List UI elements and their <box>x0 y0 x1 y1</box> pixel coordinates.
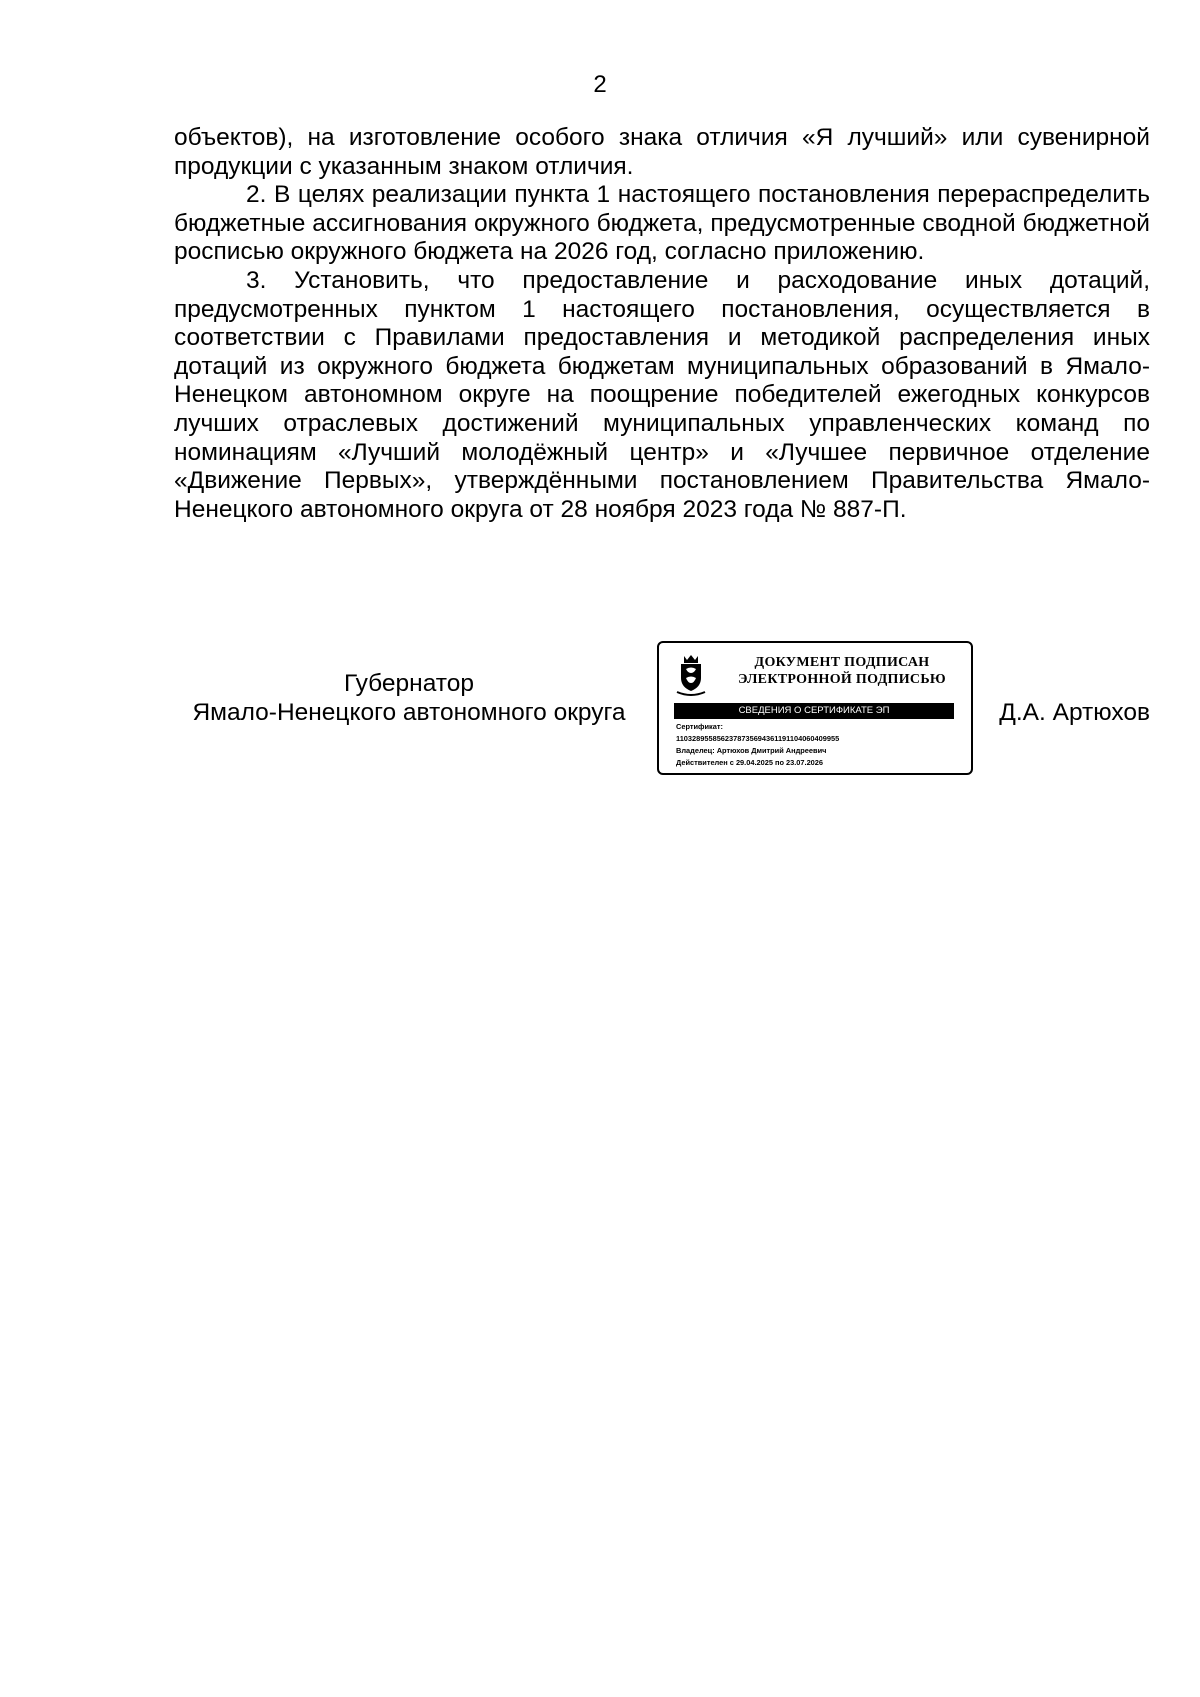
certificate-details <box>676 721 966 769</box>
stamp-heading <box>719 654 965 688</box>
electronic-signature-stamp <box>657 641 973 775</box>
coat-of-arms-icon <box>676 653 706 697</box>
certificate-info-bar: СВЕДЕНИЯ О СЕРТИФИКАТЕ ЭП <box>674 703 954 719</box>
certificate-owner: Владелец: Артюхов Дмитрий Андреевич <box>676 746 827 755</box>
paragraph-continuation: объектов), на изготовление особого знака отличия «Я лучший» или сувенирной продукции с указанным знаком отличия. <box>174 124 1150 180</box>
document-body <box>174 124 1150 524</box>
paragraph-item-2: 2. В целях реализации пункта 1 настоящего постановления перераспределить бюджетные ассигнования окружного бюджета, предусмотренные сводной бюджетной росписью окружного бюджета на 2026 год, согласно приложению. <box>174 181 1150 266</box>
page-number: 2 <box>593 71 607 98</box>
stamp-heading-line2: ЭЛЕКТРОННОЙ ПОДПИСЬЮ <box>738 672 946 687</box>
stamp-heading-line1: ДОКУМЕНТ ПОДПИСАН <box>754 655 930 670</box>
signatory-position-line2: Ямало-Ненецкого автономного округа <box>192 699 626 726</box>
signatory-name: Д.А. Артюхов <box>999 699 1150 726</box>
certificate-validity: Действителен с 29.04.2025 по 23.07.2026 <box>676 758 824 767</box>
signatory-position-line1: Губернатор <box>344 670 474 697</box>
certificate-number: 1103289558562378735694361191104060409955 <box>676 734 840 743</box>
signatory-position <box>174 669 644 727</box>
paragraph-item-3: 3. Установить, что предоставление и расходование иных дотаций, предусмотренных пунктом 1 настоящего постановления, осуществляется в соответствии с Правилами предоставления и методикой распределения иных дотаций из окружного бюджета бюджетам муниципальных образований в Ямало-Ненецком автономном округе на поощрение победителей ежегодных конкурсов лучших отраслевых достижений муниципальных управленческих команд по номинациям «Лучший молодёжный центр» и «Лучшее первичное отделение «Движение Первых», утверждёнными постановлением Правительства Ямало-Ненецкого автономного округа от 28 ноября 2023 года № 887-П. <box>174 266 1150 523</box>
certificate-label: Сертификат: <box>676 722 723 731</box>
